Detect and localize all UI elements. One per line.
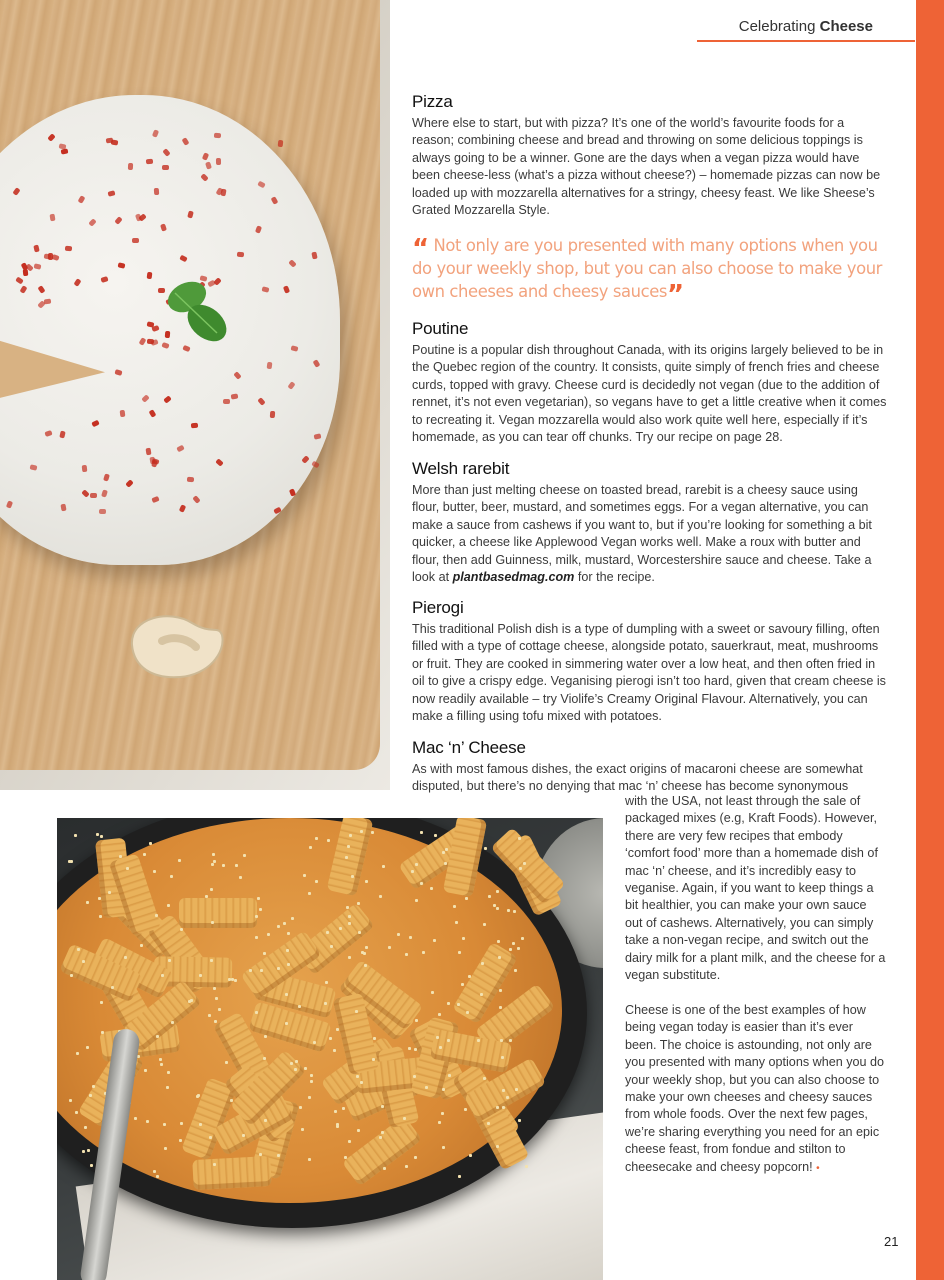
section-body-wrapped: with the USA, not least through the sale of packaged mixes (e.g, Kraft Foods). However, there are very few recipes that embody ‘comfort food’ more than a homemade dish of mac ‘n’ cheese, and it’s incredibly easy to veganise. Again, if you want to keep things a bit healthier, you can make your own sauce out of cashews. Alternatively, you can simply take a non-vegan recipe, and switch out the dairy milk for a plant milk, and the cheese for a vegan substitute. bbox=[625, 794, 886, 983]
breadcrumb-topping bbox=[98, 897, 101, 900]
breadcrumb-topping bbox=[523, 862, 526, 865]
breadcrumb-topping bbox=[330, 945, 333, 948]
breadcrumb-topping bbox=[170, 875, 173, 878]
breadcrumb-topping bbox=[422, 951, 425, 954]
breadcrumb-topping bbox=[430, 887, 433, 890]
breadcrumb-topping bbox=[521, 937, 524, 940]
breadcrumb-topping bbox=[168, 959, 171, 962]
breadcrumb-topping bbox=[301, 1128, 304, 1131]
pull-quote bbox=[412, 234, 892, 310]
breadcrumb-topping bbox=[442, 1146, 445, 1149]
breadcrumb-topping bbox=[86, 901, 89, 904]
breadcrumb-topping bbox=[438, 1121, 441, 1124]
page-number: 21 bbox=[884, 1234, 899, 1249]
breadcrumb-topping bbox=[513, 910, 516, 913]
breadcrumb-topping bbox=[420, 882, 423, 885]
breadcrumb-topping bbox=[208, 1014, 211, 1017]
breadcrumb-topping bbox=[372, 1058, 375, 1061]
breadcrumb-topping bbox=[325, 981, 328, 984]
breadcrumb-topping bbox=[483, 1077, 486, 1080]
breadcrumb-topping bbox=[519, 867, 522, 870]
breadcrumb-topping bbox=[239, 876, 242, 879]
breadcrumb-topping bbox=[68, 860, 71, 863]
breadcrumb-topping bbox=[365, 880, 368, 883]
breadcrumb-topping bbox=[461, 983, 464, 986]
breadcrumb-topping bbox=[498, 956, 501, 959]
breadcrumb-topping bbox=[327, 839, 330, 842]
breadcrumb-topping bbox=[326, 931, 329, 934]
section-title: Mac ‘n’ Cheese bbox=[412, 738, 526, 757]
breadcrumb-topping bbox=[447, 1002, 450, 1005]
breadcrumb-topping bbox=[161, 974, 164, 977]
breadcrumb-topping bbox=[164, 1147, 167, 1150]
breadcrumb-topping bbox=[484, 847, 487, 850]
breadcrumb-topping bbox=[287, 963, 290, 966]
chilli-flake bbox=[49, 214, 55, 222]
breadcrumb-topping bbox=[488, 895, 491, 898]
chilli-flake bbox=[158, 288, 165, 293]
cheese-wheel-photo bbox=[0, 0, 390, 790]
breadcrumb-topping bbox=[210, 888, 213, 891]
breadcrumb-topping bbox=[360, 830, 363, 833]
breadcrumb-topping bbox=[468, 975, 471, 978]
breadcrumb-topping bbox=[243, 854, 246, 857]
breadcrumb-topping bbox=[457, 1003, 460, 1006]
breadcrumb-topping bbox=[453, 905, 456, 908]
breadcrumb-topping bbox=[315, 880, 318, 883]
mac-and-cheese-photo bbox=[57, 818, 603, 1280]
breadcrumb-topping bbox=[213, 1163, 216, 1166]
breadcrumb-topping bbox=[405, 1165, 408, 1168]
breadcrumb-topping bbox=[179, 1139, 182, 1142]
breadcrumb-topping bbox=[228, 978, 231, 981]
breadcrumb-topping bbox=[348, 956, 351, 959]
section-title: Welsh rarebit bbox=[412, 459, 510, 478]
breadcrumb-topping bbox=[308, 1158, 311, 1161]
quote-close-mark: ” bbox=[667, 280, 684, 310]
section-welsh-rarebit bbox=[412, 459, 887, 586]
breadcrumb-topping bbox=[180, 928, 183, 931]
breadcrumb-topping bbox=[360, 1081, 363, 1084]
breadcrumb-topping bbox=[414, 1048, 417, 1051]
breadcrumb-topping bbox=[348, 922, 351, 925]
breadcrumb-topping bbox=[291, 917, 294, 920]
breadcrumb-topping bbox=[445, 848, 448, 851]
breadcrumb-topping bbox=[334, 1110, 337, 1113]
breadcrumb-topping bbox=[444, 862, 447, 865]
breadcrumb-topping bbox=[487, 1122, 490, 1125]
section-title: Pierogi bbox=[412, 598, 464, 617]
section-body bbox=[412, 482, 887, 586]
breadcrumb-topping bbox=[373, 1037, 376, 1040]
breadcrumb-topping bbox=[358, 931, 361, 934]
breadcrumb-topping bbox=[234, 979, 237, 982]
breadcrumb-topping bbox=[304, 1067, 307, 1070]
breadcrumb-topping bbox=[213, 987, 216, 990]
breadcrumb-topping bbox=[515, 1088, 518, 1091]
breadcrumb-topping bbox=[249, 969, 252, 972]
breadcrumb-topping bbox=[365, 946, 368, 949]
breadcrumb-topping bbox=[160, 1063, 163, 1066]
chilli-flake bbox=[266, 362, 272, 370]
header-strong: Cheese bbox=[819, 18, 873, 35]
breadcrumb-topping bbox=[525, 1165, 528, 1168]
breadcrumb-topping bbox=[225, 1061, 228, 1064]
breadcrumb-topping bbox=[414, 1156, 417, 1159]
breadcrumb-topping bbox=[438, 1013, 441, 1016]
breadcrumb-topping bbox=[119, 855, 122, 858]
breadcrumb-topping bbox=[477, 1039, 480, 1042]
closing-paragraph bbox=[625, 1002, 887, 1177]
mint-leaf-icon bbox=[165, 275, 235, 350]
breadcrumb-topping bbox=[215, 997, 218, 1000]
section-poutine bbox=[412, 319, 887, 446]
breadcrumb-topping bbox=[351, 875, 354, 878]
rigatoni-piece bbox=[179, 898, 257, 928]
breadcrumb-topping bbox=[409, 936, 412, 939]
breadcrumb-topping bbox=[345, 856, 348, 859]
breadcrumb-topping bbox=[76, 1052, 79, 1055]
chilli-flake bbox=[214, 133, 221, 138]
breadcrumb-topping bbox=[517, 947, 520, 950]
breadcrumb-topping bbox=[212, 853, 215, 856]
breadcrumb-topping bbox=[502, 1089, 505, 1092]
breadcrumb-topping bbox=[211, 921, 214, 924]
chilli-flake bbox=[261, 286, 269, 293]
breadcrumb-topping bbox=[502, 1106, 505, 1109]
breadcrumb-topping bbox=[295, 1060, 298, 1063]
breadcrumb-topping bbox=[255, 915, 258, 918]
breadcrumb-topping bbox=[210, 959, 213, 962]
breadcrumb-topping bbox=[411, 870, 414, 873]
breadcrumb-topping bbox=[462, 937, 465, 940]
pull-quote-text: Not only are you presented with many options when you do your weekly shop, but you can also choose to make your own cheeses and cheesy sauces bbox=[412, 236, 883, 301]
breadcrumb-topping bbox=[415, 863, 418, 866]
breadcrumb-topping bbox=[381, 1131, 384, 1134]
quote-open-mark: “ bbox=[412, 234, 429, 264]
breadcrumb-topping bbox=[166, 1086, 169, 1089]
breadcrumb-topping bbox=[259, 908, 262, 911]
breadcrumb-topping bbox=[69, 1099, 72, 1102]
breadcrumb-topping bbox=[458, 951, 461, 954]
breadcrumb-topping bbox=[349, 834, 352, 837]
breadcrumb-topping bbox=[290, 1062, 293, 1065]
section-title: Poutine bbox=[412, 319, 469, 338]
breadcrumb-topping bbox=[329, 1037, 332, 1040]
chilli-flake bbox=[162, 165, 169, 170]
breadcrumb-topping bbox=[447, 1039, 450, 1042]
breadcrumb-topping bbox=[493, 904, 496, 907]
header-prefix: Celebrating bbox=[738, 18, 816, 35]
breadcrumb-topping bbox=[100, 835, 103, 838]
breadcrumb-topping bbox=[381, 1105, 384, 1108]
breadcrumb-topping bbox=[509, 948, 512, 951]
breadcrumb-topping bbox=[415, 1019, 418, 1022]
breadcrumb-topping bbox=[70, 974, 73, 977]
breadcrumb-topping bbox=[357, 902, 360, 905]
accent-bar bbox=[916, 0, 944, 1280]
breadcrumb-topping bbox=[348, 915, 351, 918]
breadcrumb-topping bbox=[199, 974, 202, 977]
breadcrumb-topping bbox=[439, 1046, 442, 1049]
breadcrumb-topping bbox=[512, 942, 515, 945]
breadcrumb-topping bbox=[403, 1117, 406, 1120]
section-body: Where else to start, but with pizza? It’s one of the world’s favourite foods for a reason; combining cheese and bread and throwing on some delicious toppings is always going to be a winner. Gone are the days when a vegan pizza would have been cheese-less (what’s a pizza without cheese?) – homemade pizzas can now be loaded up with mozzarella alternatives for a stringy, cheesy feast. We like Sheese’s Grated Mozzarella Style. bbox=[412, 116, 881, 218]
section-pizza bbox=[412, 92, 887, 219]
breadcrumb-topping bbox=[87, 1149, 90, 1152]
breadcrumb-topping bbox=[264, 1119, 267, 1122]
breadcrumb-topping bbox=[101, 1031, 104, 1034]
chilli-flake bbox=[64, 245, 71, 251]
breadcrumb-topping bbox=[82, 960, 85, 963]
breadcrumb-topping bbox=[342, 1107, 345, 1110]
breadcrumb-topping bbox=[260, 969, 263, 972]
breadcrumb-topping bbox=[77, 948, 80, 951]
breadcrumb-topping bbox=[283, 922, 286, 925]
breadcrumb-topping bbox=[255, 936, 258, 939]
breadcrumb-topping bbox=[507, 909, 510, 912]
breadcrumb-topping bbox=[259, 1153, 262, 1156]
breadcrumb-topping bbox=[469, 1154, 472, 1157]
cashew-nut-icon bbox=[122, 605, 230, 685]
breadcrumb-topping bbox=[379, 1136, 382, 1139]
chilli-flake bbox=[60, 503, 66, 511]
breadcrumb-topping bbox=[96, 833, 99, 836]
section-title: Pizza bbox=[412, 92, 453, 111]
breadcrumb-topping bbox=[496, 907, 499, 910]
website-link[interactable]: plantbasedmag.com bbox=[452, 570, 575, 585]
breadcrumb-topping bbox=[74, 834, 77, 837]
breadcrumb-topping bbox=[496, 1145, 499, 1148]
breadcrumb-topping bbox=[501, 1056, 504, 1059]
breadcrumb-topping bbox=[481, 962, 484, 965]
section-pierogi bbox=[412, 598, 887, 725]
breadcrumb-topping bbox=[308, 892, 311, 895]
breadcrumb-topping bbox=[497, 940, 500, 943]
rigatoni-piece bbox=[193, 1156, 272, 1190]
breadcrumb-topping bbox=[286, 949, 289, 952]
breadcrumb-topping bbox=[294, 1068, 297, 1071]
chilli-flake bbox=[237, 251, 244, 257]
section-mac-n-cheese bbox=[412, 738, 887, 796]
breadcrumb-topping bbox=[90, 1164, 93, 1167]
running-header bbox=[697, 18, 915, 42]
breadcrumb-topping bbox=[178, 859, 181, 862]
breadcrumb-topping bbox=[235, 864, 238, 867]
breadcrumb-topping bbox=[336, 1125, 339, 1128]
breadcrumb-topping bbox=[415, 899, 418, 902]
breadcrumb-topping bbox=[315, 837, 318, 840]
body-text-end: for the recipe. bbox=[574, 570, 655, 585]
breadcrumb-topping bbox=[285, 993, 288, 996]
chilli-flake bbox=[147, 339, 154, 344]
chilli-flake bbox=[146, 158, 153, 164]
breadcrumb-topping bbox=[156, 1175, 159, 1178]
breadcrumb-topping bbox=[496, 890, 499, 893]
chilli-flake bbox=[314, 433, 322, 439]
breadcrumb-topping bbox=[99, 915, 102, 918]
breadcrumb-topping bbox=[277, 925, 280, 928]
chilli-flake bbox=[132, 238, 139, 243]
breadcrumb-topping bbox=[222, 864, 225, 867]
breadcrumb-topping bbox=[420, 831, 423, 834]
breadcrumb-topping bbox=[465, 897, 468, 900]
breadcrumb-topping bbox=[336, 1028, 339, 1031]
breadcrumb-topping bbox=[209, 1136, 212, 1139]
breadcrumb-topping bbox=[483, 923, 486, 926]
chilli-flake bbox=[216, 158, 221, 165]
breadcrumb-topping bbox=[434, 834, 437, 837]
breadcrumb-topping bbox=[442, 1088, 445, 1091]
breadcrumb-topping bbox=[383, 1167, 386, 1170]
breadcrumb-topping bbox=[480, 993, 483, 996]
section-body-full: As with most famous dishes, the exact origins of macaroni cheese are somewhat disputed, but there’s no denying that mac ‘n’ cheese has become synonymous bbox=[412, 762, 863, 794]
breadcrumb-topping bbox=[518, 1119, 521, 1122]
section-body: Poutine is a popular dish throughout Canada, with its origins largely believed to be in the Quebec region of the country. It consists, quite simply of french fries and cheese curds, topped with gravy. Cheese curd is decidedly not vegan (due to the addition of rennet, it’s not even vegetarian), so vegans have to get a little creative when it comes to recreating it. Vegan mozzarella would also work quite well here, especially if it’s homemade, as you can tear off chunks. Try our recipe on page 28. bbox=[412, 343, 887, 445]
breadcrumb-topping bbox=[347, 845, 350, 848]
breadcrumb-topping bbox=[82, 1150, 85, 1153]
chilli-flake bbox=[127, 163, 132, 170]
breadcrumb-topping bbox=[264, 1035, 267, 1038]
end-mark: • bbox=[816, 1162, 820, 1174]
chilli-flake bbox=[230, 393, 238, 399]
breadcrumb-topping bbox=[231, 978, 234, 981]
breadcrumb-topping bbox=[408, 1047, 411, 1050]
breadcrumb-topping bbox=[355, 1010, 358, 1013]
breadcrumb-topping bbox=[356, 1075, 359, 1078]
breadcrumb-topping bbox=[309, 846, 312, 849]
breadcrumb-topping bbox=[313, 1041, 316, 1044]
chilli-flake bbox=[223, 399, 230, 404]
breadcrumb-topping bbox=[448, 1074, 451, 1077]
chilli-flake bbox=[146, 272, 152, 280]
header-rule bbox=[697, 40, 915, 42]
body-text: More than just melting cheese on toasted bread, rarebit is a cheesy sauce using flour, butter, beer, mustard, and sometimes eggs. For a vegan alternative, you can make a sauce from cashews if you want to, but if you’re looking for something a bit quicker, a cheese like Applewood Vegan works well. Make a roux with butter and flour, then add Guinness, milk, mustard, Worcestershire sauce and cheese. Take a look at bbox=[412, 483, 872, 585]
breadcrumb-topping bbox=[298, 1005, 301, 1008]
breadcrumb-topping bbox=[257, 897, 260, 900]
breadcrumb-topping bbox=[92, 1085, 95, 1088]
mac-n-cheese-wrapped-text bbox=[625, 793, 887, 984]
breadcrumb-topping bbox=[379, 895, 382, 898]
breadcrumb-topping bbox=[267, 933, 270, 936]
breadcrumb-topping bbox=[308, 1096, 311, 1099]
chilli-flake bbox=[107, 190, 115, 197]
chilli-flake bbox=[48, 253, 53, 260]
section-body: This traditional Polish dish is a type of dumpling with a sweet or savoury filling, often filled with a type of cottage cheese, alongside potato, sauerkraut, meat, mushrooms or fruit. They are cooked in simmering water over a low heat, and then often fried in oil to give a crispy edge. Veganising pierogi isn’t too hard, given that cream cheese is now readily available – try Violife’s Creamy Original Flavour. Alternatively, you can make a filling using tofu mixed with potatoes. bbox=[412, 622, 886, 724]
closing-text bbox=[625, 1002, 887, 1177]
breadcrumb-topping bbox=[333, 1049, 336, 1052]
breadcrumb-topping bbox=[159, 1058, 162, 1061]
breadcrumb-topping bbox=[188, 1000, 191, 1003]
breadcrumb-topping bbox=[211, 863, 214, 866]
breadcrumb-topping bbox=[214, 1020, 217, 1023]
breadcrumb-topping bbox=[324, 1002, 327, 1005]
breadcrumb-topping bbox=[124, 956, 127, 959]
closing-body: Cheese is one of the best examples of how being vegan today is easier than it’s ever been. The choice is astounding, not only are you presented with many options when you do your weekly shop, but you can also choose to make your own cheeses and cheesy sauces from whole foods. Over the next few pages, we’re sharing everything you need for an epic cheese feast, from fondue and stilton to cheesecake and cheesy popcorn! bbox=[625, 1003, 885, 1174]
breadcrumb-topping bbox=[140, 944, 143, 947]
breadcrumb-topping bbox=[153, 870, 156, 873]
